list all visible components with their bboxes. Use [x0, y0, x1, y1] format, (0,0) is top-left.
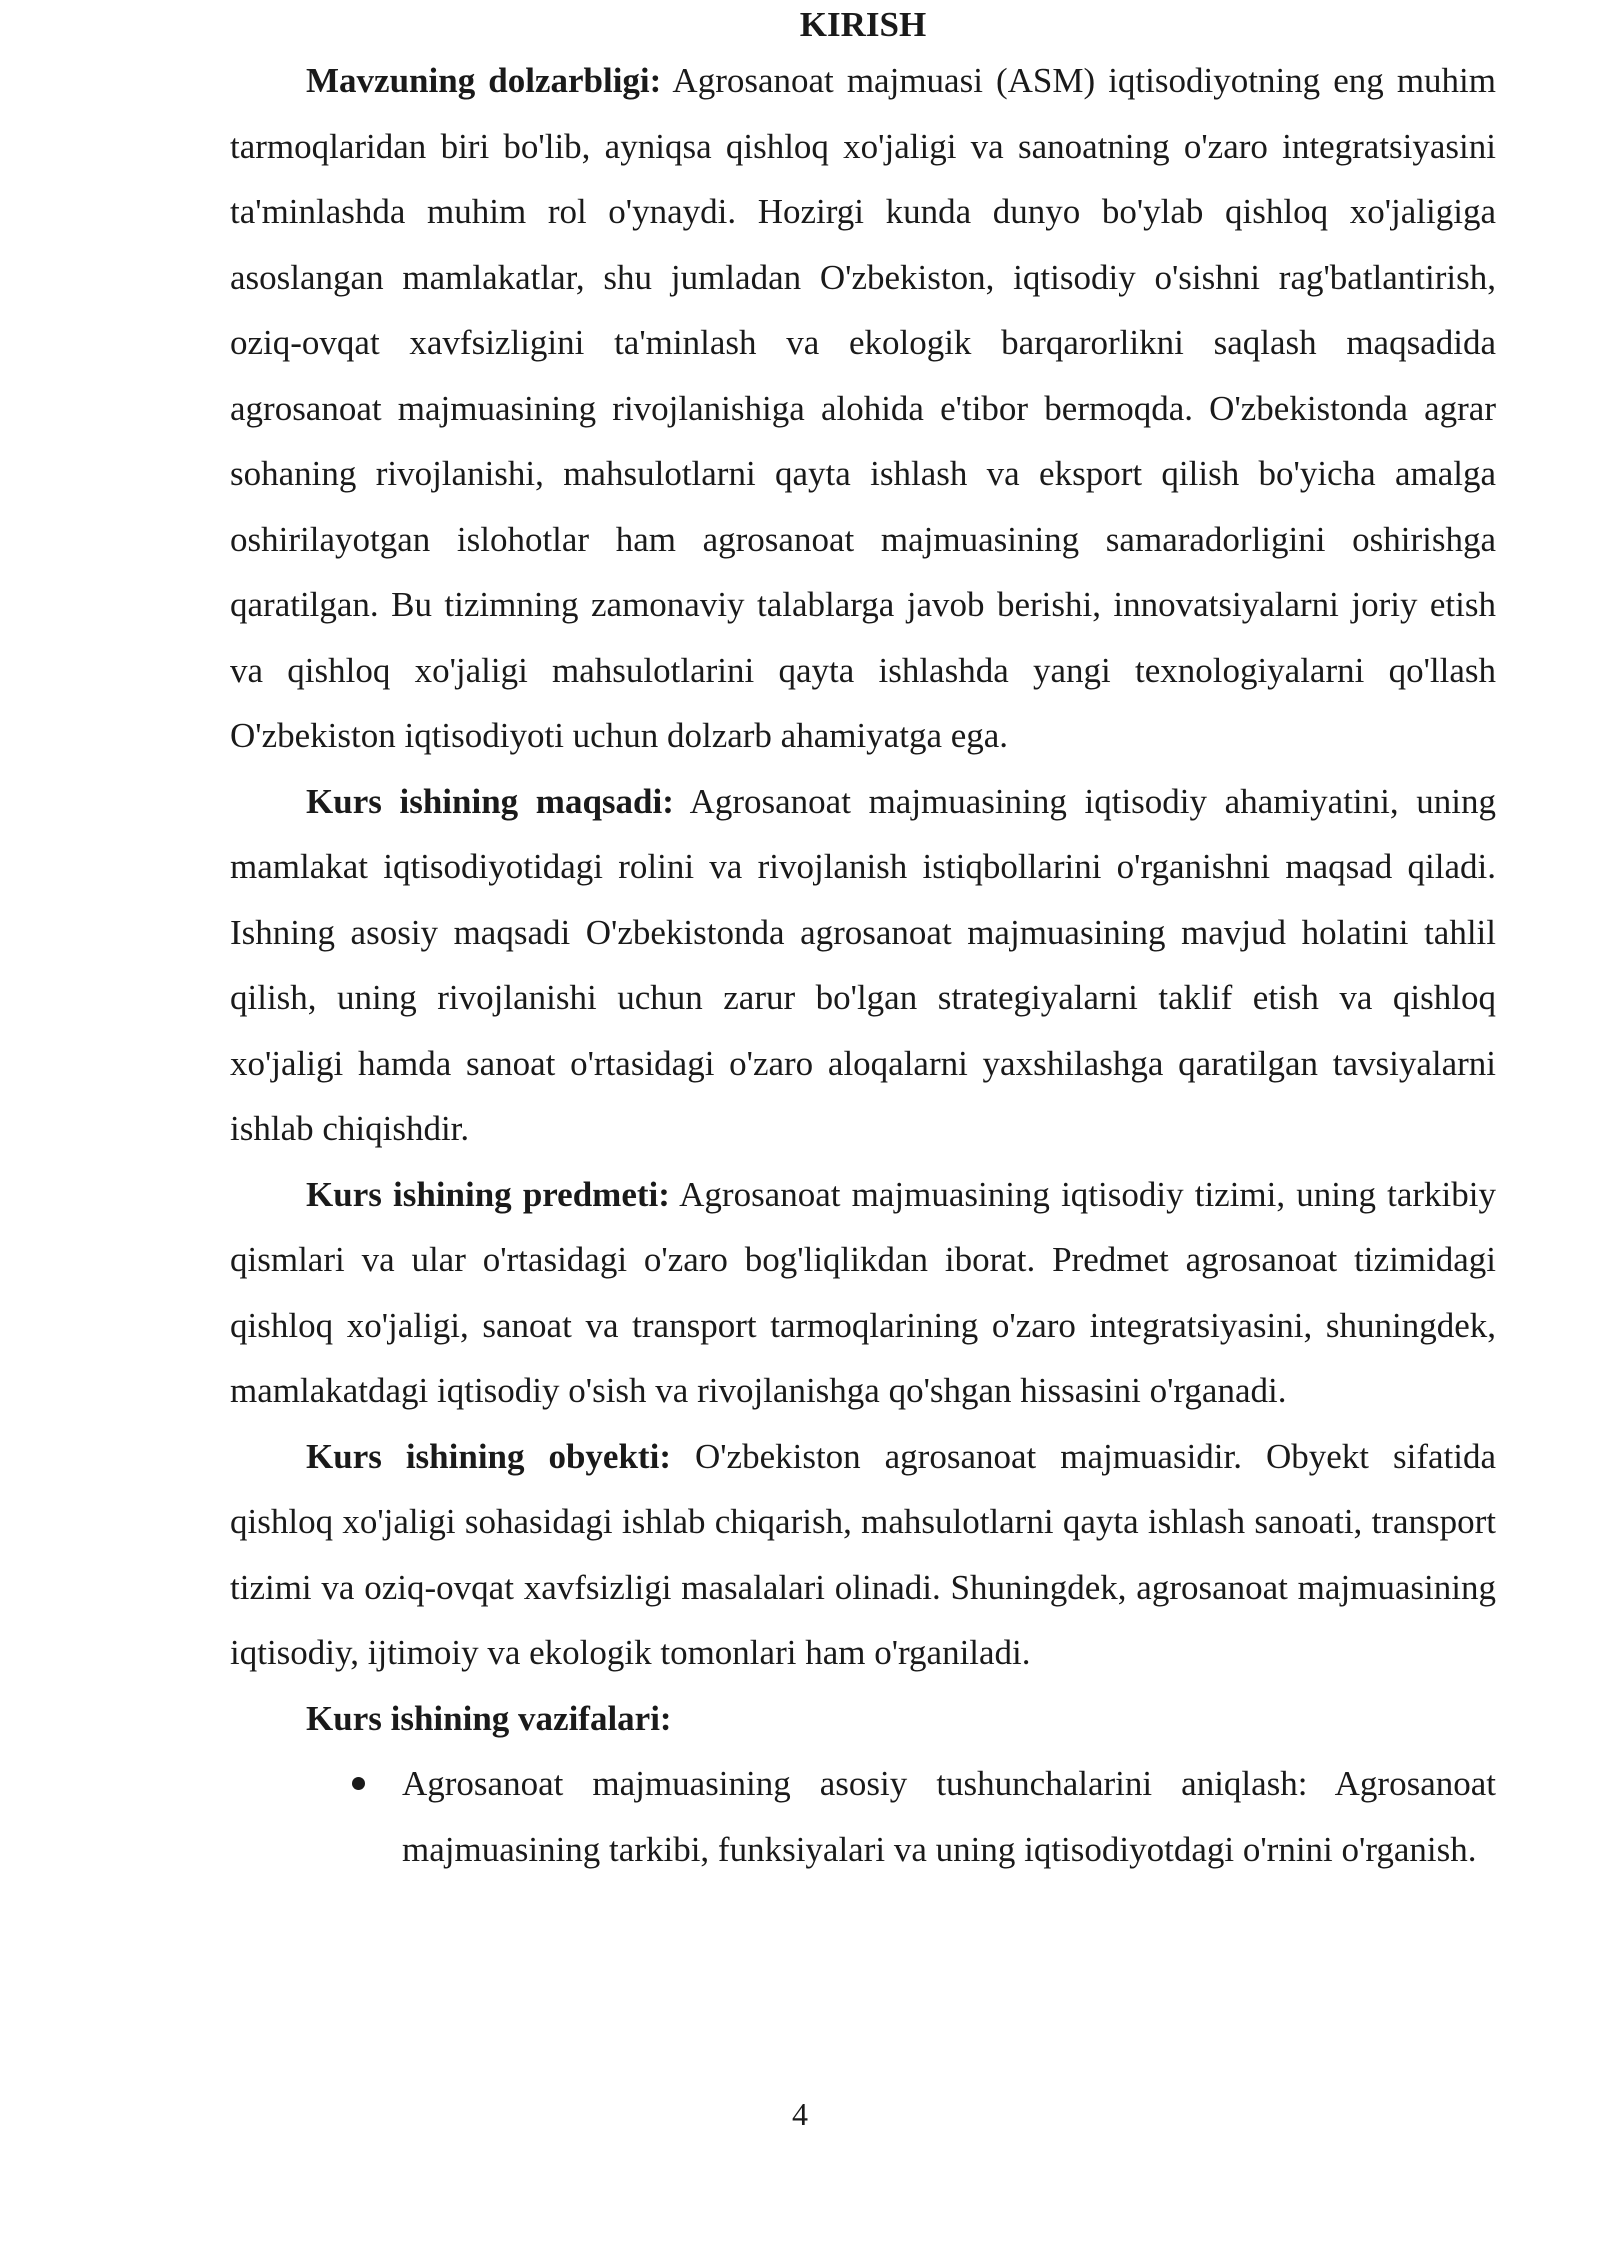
- subject-paragraph: [230, 1162, 1496, 1424]
- subject-heading: Kurs ishining predmeti:: [306, 1174, 670, 1214]
- goal-text: Agrosanoat majmuasining iqtisodiy ahamiyatini, uning mamlakat iqtisodiyotidagi rolini va rivojlanish istiqbollarini o'rganishni maqsad qiladi. Ishning asosiy maqsadi O'zbekistonda agrosanoat majmuasining mavjud holatini tahlil qilish, uning rivojlanishi uchun zarur bo'lgan strategiyalarni taklif etish va qishloq xo'jaligi hamda sanoat o'rtasidagi o'zaro aloqalarni yaxshilashga qaratilgan tavsiyalarni ishlab chiqishdir.: [230, 781, 1496, 1148]
- page-number: 4: [792, 2096, 808, 2132]
- subject-text: Agrosanoat majmuasining iqtisodiy tizimi, uning tarkibiy qismlari va ular o'rtasidagi o'zaro bog'liqlikdan iborat. Predmet agrosanoat tizimidagi qishloq xo'jaligi, sanoat va transport tarmoqlarining o'zaro integratsiyasini, shuningdek, mamlakatdagi iqtisodiy o'sish va rivojlanishga qo'shgan hissasini o'rganadi.: [230, 1174, 1496, 1410]
- goal-heading: Kurs ishining maqsadi:: [306, 781, 674, 821]
- object-text: O'zbekiston agrosanoat majmuasidir. Obyekt sifatida qishloq xo'jaligi sohasidagi ishlab chiqarish, mahsulotlarni qayta ishlash sanoati, transport tizimi va oziq-ovqat xavfsizligi masalalari olinadi. Shuningdek, agrosanoat majmuasining iqtisodiy, ijtimoiy va ekologik tomonlari ham o'rganiladi.: [230, 1436, 1496, 1672]
- tasks-heading: Kurs ishining vazifalari:: [306, 1698, 672, 1738]
- goal-paragraph: [230, 769, 1496, 1162]
- list-item: [402, 1751, 1496, 1882]
- tasks-list: [230, 1751, 1496, 1882]
- relevance-heading: Mavzuning dolzarbligi:: [306, 61, 662, 100]
- relevance-paragraph: [230, 48, 1496, 769]
- document-page: [230, 0, 1496, 1882]
- task-text: Agrosanoat majmuasining asosiy tushunchalarini aniqlash: Agrosanoat majmuasining tarkibi, funksiyalari va uning iqtisodiyotdagi o'rnini o'rganish.: [402, 1764, 1496, 1869]
- object-heading: Kurs ishining obyekti:: [306, 1436, 671, 1476]
- document-title: KIRISH: [799, 5, 927, 44]
- relevance-text: Agrosanoat majmuasi (ASM) iqtisodiyotning eng muhim tarmoqlaridan biri bo'lib, ayniqsa qishloq xo'jaligi va sanoatning o'zaro integratsiyasini ta'minlashda muhim rol o'ynaydi. Hozirgi kunda dunyo bo'ylab qishloq xo'jaligiga asoslangan mamlakatlar, shu jumladan O'zbekiston, iqtisodiy o'sishni rag'batlantirish, oziq-ovqat xavfsizligini ta'minlash va ekologik barqarorlikni saqlash maqsadida agrosanoat majmuasining rivojlanishiga alohida e'tibor bermoqda. O'zbekistonda agrar sohaning rivojlanishi, mahsulotlarni qayta ishlash va eksport qilish bo'yicha amalga oshirilayotgan islohotlar ham agrosanoat majmuasining samaradorligini oshirishga qaratilgan. Bu tizimning zamonaviy talablarga javob berishi, innovatsiyalarni joriy etish va qishloq xo'jaligi mahsulotlarini qayta ishlashda yangi texnologiyalarni qo'llash O'zbekiston iqtisodiyoti uchun dolzarb ahamiyatga ega.: [230, 61, 1496, 755]
- bullet-icon: [352, 1777, 365, 1790]
- object-paragraph: [230, 1424, 1496, 1686]
